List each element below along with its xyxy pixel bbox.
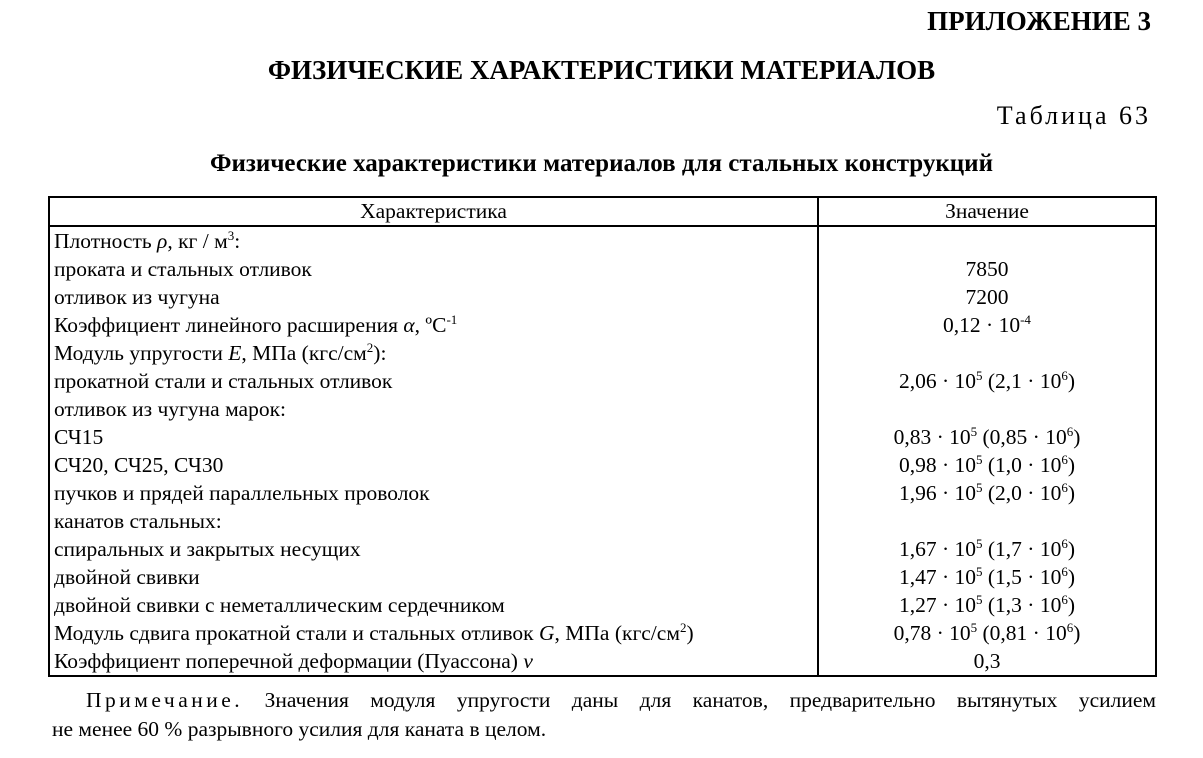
value-cell: $0,78 \cdot 10^5$ $(0,81 \cdot 10^6)$ <box>818 619 1156 647</box>
table-row <box>49 619 1156 647</box>
characteristic-cell: прокатной стали и стальных отливок <box>49 367 818 395</box>
table-header-row <box>49 197 1156 226</box>
table-row <box>49 367 1156 395</box>
characteristic-cell: проката и стальных отливок <box>49 255 818 283</box>
value-cell <box>818 507 1156 535</box>
note-line-1 <box>52 686 1156 715</box>
characteristic-cell: отливок из чугуна марок: <box>49 395 818 423</box>
value-cell <box>818 226 1156 255</box>
characteristic-cell: двойной свивки <box>49 563 818 591</box>
table-row <box>49 255 1156 283</box>
document-title: ФИЗИЧЕСКИЕ ХАРАКТЕРИСТИКИ МАТЕРИАЛОВ <box>267 55 936 85</box>
table-row <box>49 563 1156 591</box>
value-cell: $0,98 \cdot 10^5$ $(1,0 \cdot 10^6)$ <box>818 451 1156 479</box>
table-row <box>49 479 1156 507</box>
table-note <box>52 686 1156 744</box>
table-row <box>49 226 1156 255</box>
characteristic-cell: СЧ20, СЧ25, СЧ30 <box>49 451 818 479</box>
appendix-heading: ПРИЛОЖЕНИЕ 3 <box>927 6 1151 36</box>
table-title: Физические характеристики материалов для стальных конструкций <box>210 150 993 177</box>
table-row <box>49 423 1156 451</box>
characteristic-cell: канатов стальных: <box>49 507 818 535</box>
value-cell: $0,12 \cdot 10^{-4}$ <box>818 311 1156 339</box>
table-row <box>49 591 1156 619</box>
materials-table <box>48 196 1157 677</box>
characteristic-cell: Коэффициент поперечной деформации (Пуассона) ν <box>49 647 818 676</box>
value-cell: 7200 <box>818 283 1156 311</box>
value-cell: $2,06 \cdot 10^5$ $(2,1 \cdot 10^6)$ <box>818 367 1156 395</box>
value-cell <box>818 339 1156 367</box>
table-number: Таблица 63 <box>996 101 1151 130</box>
characteristic-cell: СЧ15 <box>49 423 818 451</box>
value-cell: 7850 <box>818 255 1156 283</box>
characteristic-cell: Модуль упругости E, МПа $(кгс/см^2)$: <box>49 339 818 367</box>
table-row <box>49 339 1156 367</box>
value-cell: $0,83 \cdot 10^5$ $(0,85 \cdot 10^6)$ <box>818 423 1156 451</box>
value-cell: $1,47 \cdot 10^5$ $(1,5 \cdot 10^6)$ <box>818 563 1156 591</box>
note-text-2: не менее 60 % разрывного усилия для каната в целом. <box>52 717 547 741</box>
characteristic-cell: отливок из чугуна <box>49 283 818 311</box>
characteristic-cell: Модуль сдвига прокатной стали и стальных отливок G, МПа $(кгс/см^2)$ <box>49 619 818 647</box>
table-row <box>49 311 1156 339</box>
column-header-value: Значение <box>818 197 1156 226</box>
characteristic-cell: Плотность ρ, кг / $м^3$: <box>49 226 818 255</box>
note-lead: Примечание. <box>86 688 244 712</box>
characteristic-cell: спиральных и закрытых несущих <box>49 535 818 563</box>
table-row <box>49 283 1156 311</box>
table-row <box>49 451 1156 479</box>
value-cell: 0,3 <box>818 647 1156 676</box>
characteristic-cell: Коэффициент линейного расширения α, ºC$^{-1}$ <box>49 311 818 339</box>
table-row <box>49 507 1156 535</box>
value-cell: $1,67 \cdot 10^5$ $(1,7 \cdot 10^6)$ <box>818 535 1156 563</box>
table-row <box>49 647 1156 676</box>
column-header-characteristic: Характеристика <box>49 197 818 226</box>
value-cell <box>818 395 1156 423</box>
table-row <box>49 535 1156 563</box>
note-text-1: Значения модуля упругости даны для канатов, предварительно вытянутых усилием <box>264 688 1157 712</box>
table-body <box>49 226 1156 676</box>
value-cell: $1,27 \cdot 10^5$ $(1,3 \cdot 10^6)$ <box>818 591 1156 619</box>
characteristic-cell: пучков и прядей параллельных проволок <box>49 479 818 507</box>
value-cell: $1,96 \cdot 10^5$ $(2,0 \cdot 10^6)$ <box>818 479 1156 507</box>
table-row <box>49 395 1156 423</box>
characteristic-cell: двойной свивки с неметаллическим сердечником <box>49 591 818 619</box>
